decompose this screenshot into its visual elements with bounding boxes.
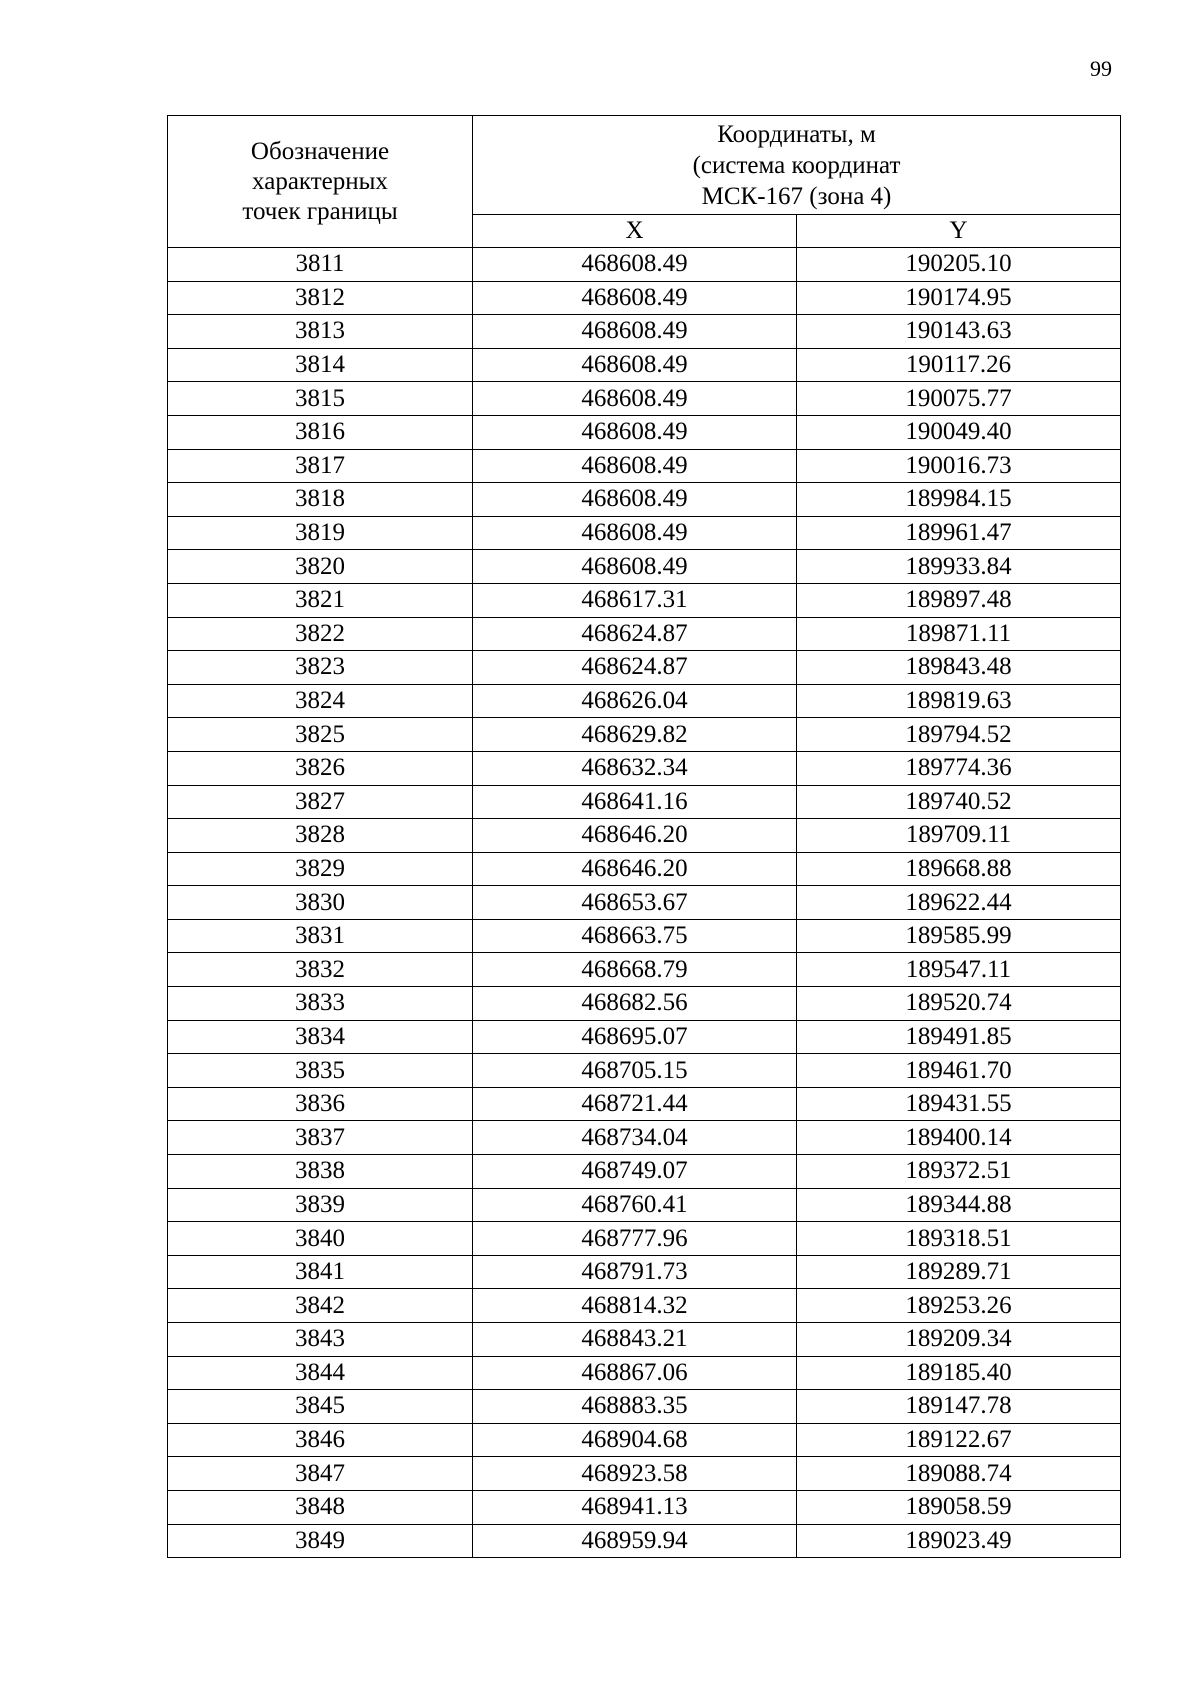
x-cell: 468883.35: [473, 1390, 797, 1424]
designation-header-line: Обозначение: [250, 137, 390, 165]
y-cell: 189794.52: [797, 718, 1121, 752]
y-cell: 190143.63: [797, 315, 1121, 349]
point-cell: 3812: [168, 281, 473, 315]
point-cell: 3819: [168, 516, 473, 550]
y-cell: 189023.49: [797, 1524, 1121, 1558]
table-row: [168, 1524, 1121, 1558]
designation-header-line: характерных: [252, 167, 388, 195]
point-cell: 3835: [168, 1054, 473, 1088]
table-row: [168, 718, 1121, 752]
table-row: [168, 651, 1121, 685]
x-cell: 468695.07: [473, 1020, 797, 1054]
table-row: [168, 1289, 1121, 1323]
point-cell: 3817: [168, 449, 473, 483]
x-cell: 468608.49: [473, 550, 797, 584]
point-cell: 3837: [168, 1121, 473, 1155]
y-cell: 190117.26: [797, 348, 1121, 382]
point-cell: 3832: [168, 953, 473, 987]
point-cell: 3843: [168, 1323, 473, 1357]
y-cell: 189372.51: [797, 1155, 1121, 1189]
coordinates-table: [167, 115, 1121, 1558]
y-cell: 189491.85: [797, 1020, 1121, 1054]
x-cell: 468608.49: [473, 315, 797, 349]
x-cell: 468617.31: [473, 583, 797, 617]
point-cell: 3814: [168, 348, 473, 382]
y-cell: 189431.55: [797, 1087, 1121, 1121]
table-row: [168, 886, 1121, 920]
designation-header-line: точек границы: [242, 197, 398, 225]
table-row: [168, 852, 1121, 886]
coordinates-header-line: Координаты, м: [717, 120, 876, 148]
table-row: [168, 315, 1121, 349]
x-cell: 468663.75: [473, 919, 797, 953]
x-cell: 468682.56: [473, 987, 797, 1021]
y-cell: 189961.47: [797, 516, 1121, 550]
point-cell: 3848: [168, 1490, 473, 1524]
point-cell: 3830: [168, 886, 473, 920]
y-cell: 189209.34: [797, 1323, 1121, 1357]
point-cell: 3844: [168, 1356, 473, 1390]
point-cell: 3811: [168, 248, 473, 282]
table-row: [168, 1222, 1121, 1256]
y-cell: 189520.74: [797, 987, 1121, 1021]
point-cell: 3813: [168, 315, 473, 349]
point-cell: 3849: [168, 1524, 473, 1558]
table-body: [168, 248, 1121, 1558]
table-row: [168, 684, 1121, 718]
y-cell: 190016.73: [797, 449, 1121, 483]
y-cell: 189185.40: [797, 1356, 1121, 1390]
y-cell: 189058.59: [797, 1490, 1121, 1524]
point-cell: 3818: [168, 483, 473, 517]
x-cell: 468646.20: [473, 819, 797, 853]
table-row: [168, 1423, 1121, 1457]
x-cell: 468668.79: [473, 953, 797, 987]
point-cell: 3841: [168, 1255, 473, 1289]
x-cell: 468867.06: [473, 1356, 797, 1390]
point-cell: 3846: [168, 1423, 473, 1457]
x-cell: 468629.82: [473, 718, 797, 752]
y-cell: 189585.99: [797, 919, 1121, 953]
coordinates-header-line: (система координат: [692, 151, 901, 179]
x-cell: 468777.96: [473, 1222, 797, 1256]
point-cell: 3828: [168, 819, 473, 853]
point-cell: 3825: [168, 718, 473, 752]
y-cell: 190049.40: [797, 415, 1121, 449]
y-cell: 189253.26: [797, 1289, 1121, 1323]
x-cell: 468632.34: [473, 751, 797, 785]
table-row: [168, 382, 1121, 416]
y-cell: 189933.84: [797, 550, 1121, 584]
table-row: [168, 1087, 1121, 1121]
y-cell: 189344.88: [797, 1188, 1121, 1222]
x-cell: 468721.44: [473, 1087, 797, 1121]
table-row: [168, 1255, 1121, 1289]
point-cell: 3826: [168, 751, 473, 785]
x-cell: 468941.13: [473, 1490, 797, 1524]
x-cell: 468904.68: [473, 1423, 797, 1457]
y-cell: 189400.14: [797, 1121, 1121, 1155]
coordinates-header-line: МСК-167 (зона 4): [701, 182, 892, 210]
point-cell: 3815: [168, 382, 473, 416]
table-row: [168, 415, 1121, 449]
table-row: [168, 785, 1121, 819]
table-row: [168, 1390, 1121, 1424]
y-cell: 189668.88: [797, 852, 1121, 886]
y-cell: 189819.63: [797, 684, 1121, 718]
table-row: [168, 1356, 1121, 1390]
x-cell: 468608.49: [473, 382, 797, 416]
x-cell: 468734.04: [473, 1121, 797, 1155]
point-cell: 3822: [168, 617, 473, 651]
table-header: [168, 116, 1121, 248]
x-cell: 468653.67: [473, 886, 797, 920]
x-cell: 468626.04: [473, 684, 797, 718]
y-cell: 189318.51: [797, 1222, 1121, 1256]
x-cell: 468608.49: [473, 348, 797, 382]
x-cell: 468624.87: [473, 617, 797, 651]
table-row: [168, 1457, 1121, 1491]
y-cell: 189547.11: [797, 953, 1121, 987]
x-cell: 468608.49: [473, 248, 797, 282]
x-cell: 468705.15: [473, 1054, 797, 1088]
table-row: [168, 1054, 1121, 1088]
table-row: [168, 953, 1121, 987]
x-cell: 468646.20: [473, 852, 797, 886]
x-cell: 468608.49: [473, 516, 797, 550]
coordinates-header: [473, 116, 1121, 215]
x-cell: 468760.41: [473, 1188, 797, 1222]
x-cell: 468814.32: [473, 1289, 797, 1323]
y-column-header: Y: [797, 215, 1121, 248]
point-cell: 3834: [168, 1020, 473, 1054]
point-cell: 3833: [168, 987, 473, 1021]
table-row: [168, 1020, 1121, 1054]
table-row: [168, 248, 1121, 282]
table-row: [168, 919, 1121, 953]
table-row: [168, 1155, 1121, 1189]
y-cell: 189740.52: [797, 785, 1121, 819]
point-cell: 3829: [168, 852, 473, 886]
point-cell: 3839: [168, 1188, 473, 1222]
y-cell: 189147.78: [797, 1390, 1121, 1424]
x-cell: 468608.49: [473, 483, 797, 517]
table-row: [168, 1121, 1121, 1155]
y-cell: 190174.95: [797, 281, 1121, 315]
point-cell: 3836: [168, 1087, 473, 1121]
y-cell: 189622.44: [797, 886, 1121, 920]
y-cell: 189088.74: [797, 1457, 1121, 1491]
x-cell: 468959.94: [473, 1524, 797, 1558]
designation-header: [168, 116, 473, 248]
y-cell: 189122.67: [797, 1423, 1121, 1457]
y-cell: 189461.70: [797, 1054, 1121, 1088]
table-row: [168, 819, 1121, 853]
y-cell: 189897.48: [797, 583, 1121, 617]
table-row: [168, 550, 1121, 584]
point-cell: 3840: [168, 1222, 473, 1256]
x-cell: 468608.49: [473, 449, 797, 483]
point-cell: 3816: [168, 415, 473, 449]
table-row: [168, 1323, 1121, 1357]
y-cell: 189709.11: [797, 819, 1121, 853]
point-cell: 3842: [168, 1289, 473, 1323]
point-cell: 3821: [168, 583, 473, 617]
y-cell: 189871.11: [797, 617, 1121, 651]
table-row: [168, 449, 1121, 483]
y-cell: 189984.15: [797, 483, 1121, 517]
point-cell: 3824: [168, 684, 473, 718]
x-cell: 468843.21: [473, 1323, 797, 1357]
x-cell: 468791.73: [473, 1255, 797, 1289]
x-cell: 468923.58: [473, 1457, 797, 1491]
point-cell: 3820: [168, 550, 473, 584]
y-cell: 189289.71: [797, 1255, 1121, 1289]
table-row: [168, 617, 1121, 651]
header-row-top: [168, 116, 1121, 215]
y-cell: 190205.10: [797, 248, 1121, 282]
x-column-header: X: [473, 215, 797, 248]
table-row: [168, 483, 1121, 517]
x-cell: 468608.49: [473, 415, 797, 449]
y-cell: 190075.77: [797, 382, 1121, 416]
point-cell: 3831: [168, 919, 473, 953]
table-row: [168, 751, 1121, 785]
table-row: [168, 348, 1121, 382]
y-cell: 189774.36: [797, 751, 1121, 785]
point-cell: 3823: [168, 651, 473, 685]
page-number: 99: [1090, 56, 1112, 81]
point-cell: 3847: [168, 1457, 473, 1491]
y-cell: 189843.48: [797, 651, 1121, 685]
point-cell: 3827: [168, 785, 473, 819]
table-row: [168, 1188, 1121, 1222]
table-row: [168, 1490, 1121, 1524]
point-cell: 3838: [168, 1155, 473, 1189]
table-row: [168, 583, 1121, 617]
x-cell: 468749.07: [473, 1155, 797, 1189]
x-cell: 468624.87: [473, 651, 797, 685]
table-row: [168, 987, 1121, 1021]
point-cell: 3845: [168, 1390, 473, 1424]
table-row: [168, 281, 1121, 315]
x-cell: 468641.16: [473, 785, 797, 819]
x-cell: 468608.49: [473, 281, 797, 315]
table-row: [168, 516, 1121, 550]
